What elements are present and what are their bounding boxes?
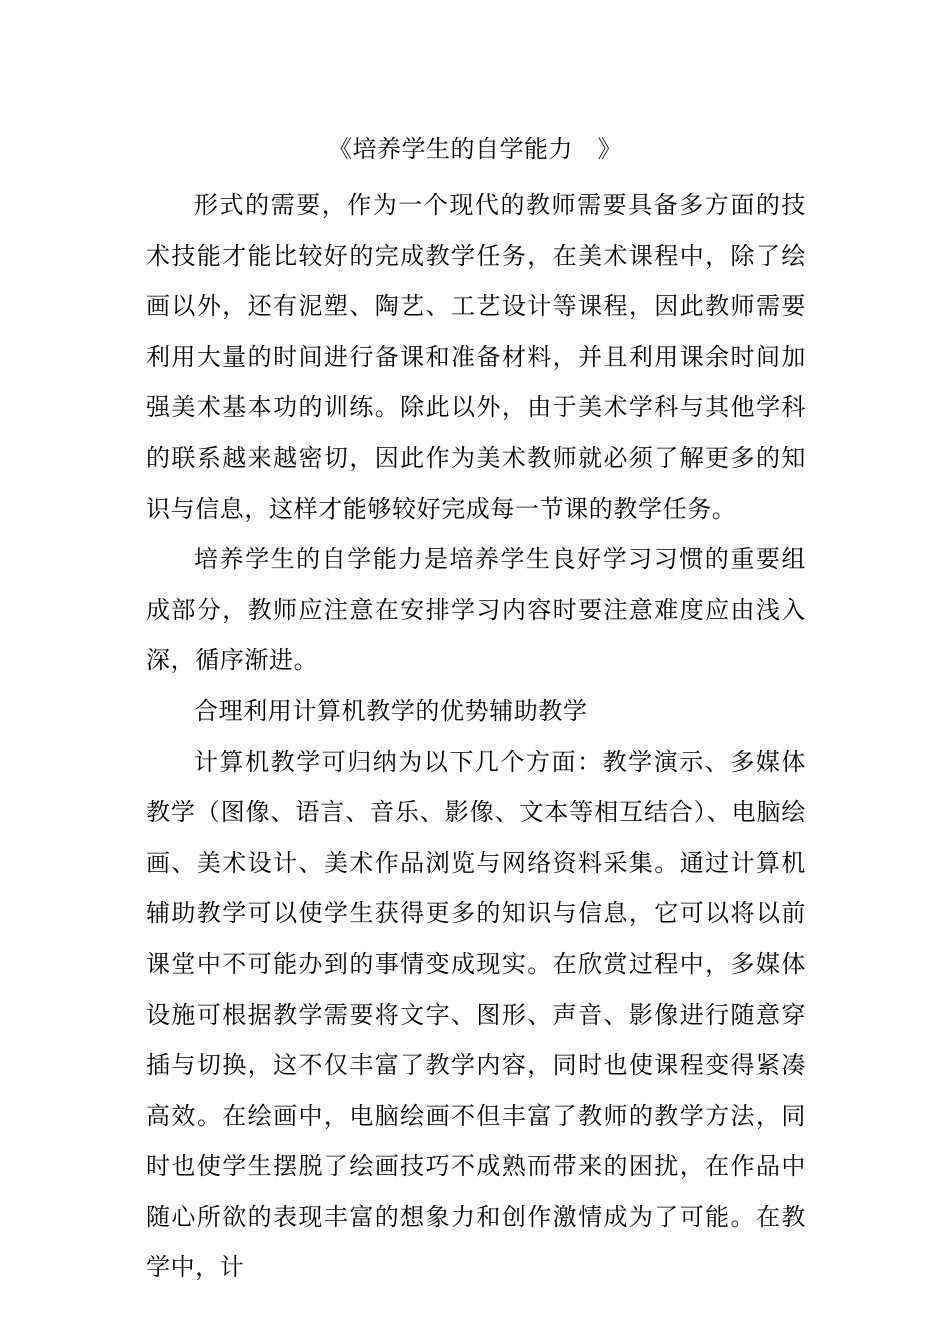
document-body: [146, 180, 806, 1293]
document-title: 《培养学生的自学能力 》: [328, 135, 622, 163]
section-heading-computer-teaching: 合理利用计算机教学的优势辅助教学: [194, 696, 588, 725]
paragraph-self-study: 培养学生的自学能力是培养学生良好学习习惯的重要组成部分，教师应注意在安排学习内容时要注意难度应由浅入深，循序渐进。: [146, 545, 806, 675]
paragraph-teacher-skills: 形式的需要，作为一个现代的教师需要具备多方面的技术技能才能比较好的完成教学任务，在美术课程中，除了绘画以外，还有泥塑、陶艺、工艺设计等课程，因此教师需要利用大量的时间进行备课和准备材料，并且利用课余时间加强美术基本功的训练。除此以外，由于美术学科与其他学科的联系越来越密切，因此作为美术教师就必须了解更多的知识与信息，这样才能够较好完成每一节课的教学任务。: [146, 191, 806, 523]
paragraph-computer-teaching: 计算机教学可归纳为以下几个方面：教学演示、多媒体教学（图像、语言、音乐、影像、文本等相互结合）、电脑绘画、美术设计、美术作品浏览与网络资料采集。通过计算机辅助教学可以使学生获得更多的知识与信息，它可以将以前课堂中不可能办到的事情变成现实。在欣赏过程中，多媒体设施可根据教学需要将文字、图形、声音、影像进行随意穿插与切换，这不仅丰富了教学内容，同时也使课程变得紧凑高效。在绘画中，电脑绘画不但丰富了教师的教学方法，同时也使学生摆脱了绘画技巧不成熟而带来的困扰，在作品中随心所欲的表现丰富的想象力和创作激情成为了可能。在教学中，计: [146, 747, 806, 1282]
